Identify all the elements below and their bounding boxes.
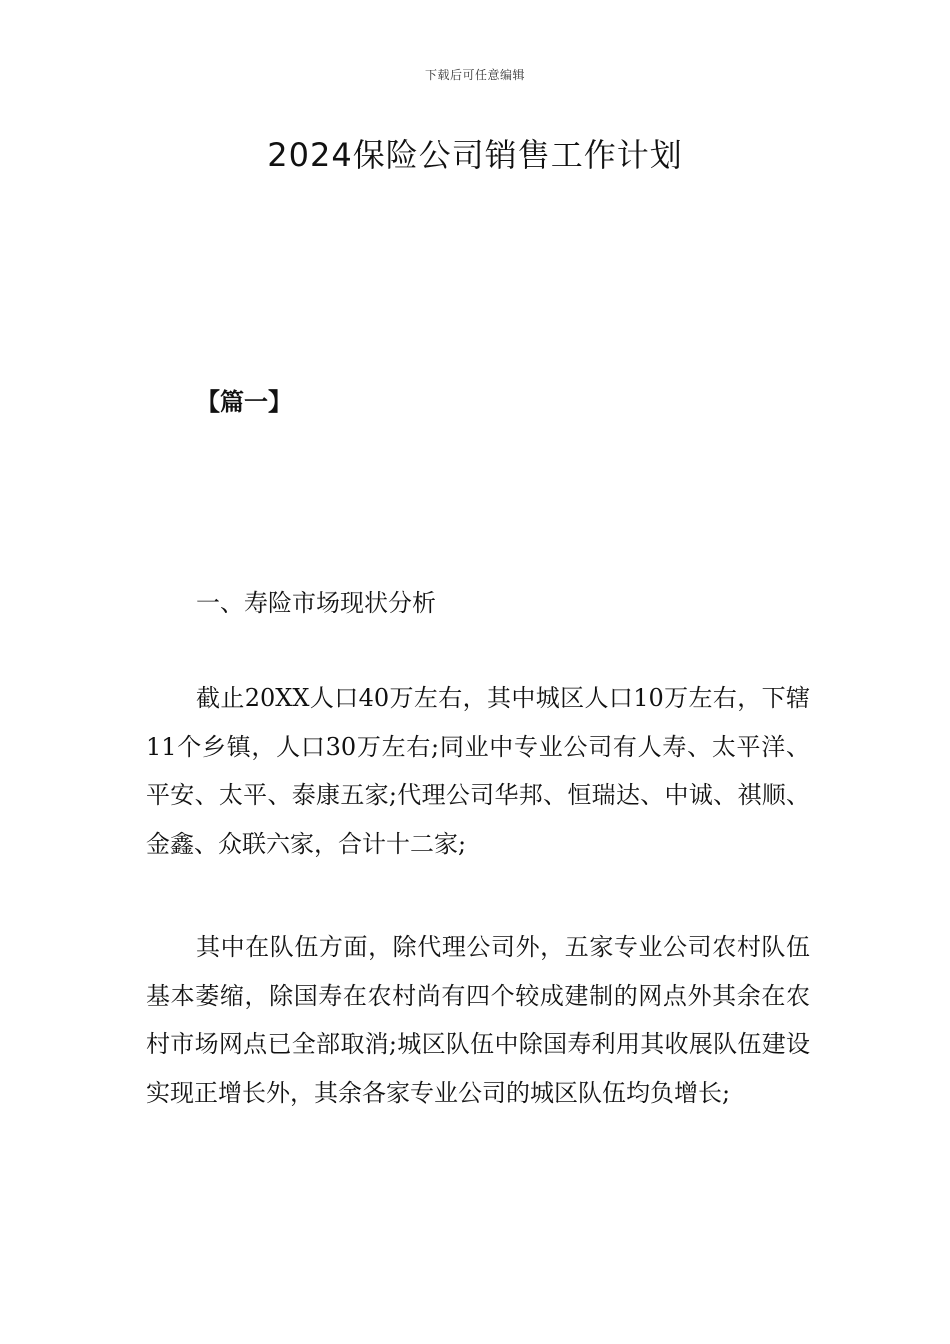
document-title: 2024保险公司销售工作计划: [267, 136, 683, 174]
section-tag: 【篇一】: [196, 388, 292, 416]
section-heading: 一、寿险市场现状分析: [196, 589, 436, 617]
paragraph-1: 截止20XX人口40万左右，其中城区人口10万左右，下辖11个乡镇，人口30万左右;同业中专业公司有人寿、太平洋、平安、太平、泰康五家;代理公司华邦、恒瑞达、中诚、祺顺、金鑫、众联六家，合计十二家;: [146, 684, 810, 858]
header-note: 下载后可任意编辑: [424, 68, 525, 82]
paragraph-2: 其中在队伍方面，除代理公司外，五家专业公司农村队伍基本萎缩，除国寿在农村尚有四个较成建制的网点外其余在农村市场网点已全部取消;城区队伍中除国寿利用其收展队伍建设实现正增长外，其余各家专业公司的城区队伍均负增长;: [146, 933, 810, 1107]
